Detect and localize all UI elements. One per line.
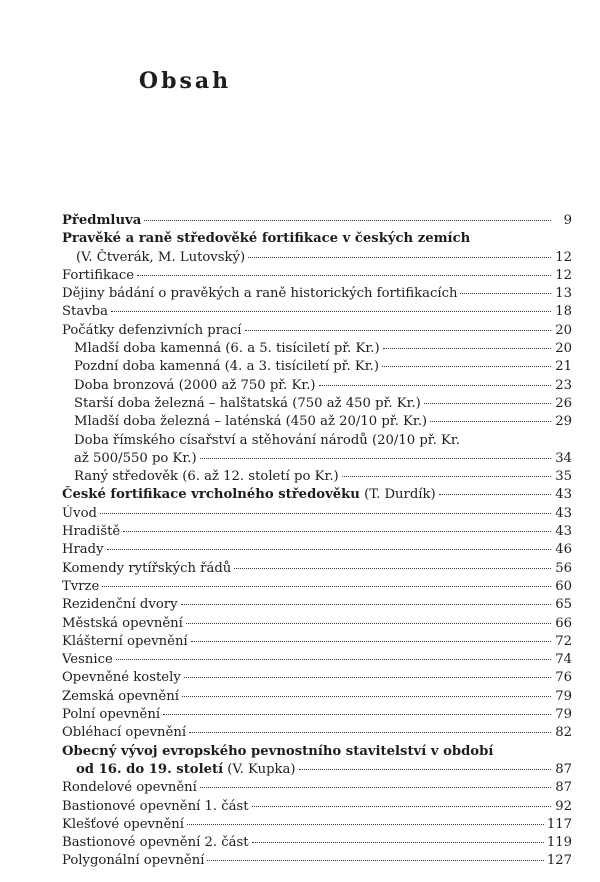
dot-leader: [207, 860, 543, 861]
section-title: České fortifikace vrcholného středověku: [62, 487, 360, 503]
toc-entry-label: Úvod: [62, 505, 97, 521]
toc-entry-label: až 500/550 po Kr.): [74, 450, 197, 466]
toc-subentry[interactable]: [62, 468, 572, 486]
dot-leader: [123, 531, 551, 532]
toc-entry-page: 56: [555, 560, 572, 576]
toc-entry[interactable]: [62, 541, 572, 559]
toc-entry[interactable]: [62, 560, 572, 578]
toc-entry-page: 117: [546, 816, 572, 832]
dot-leader: [163, 714, 551, 715]
dot-leader: [430, 421, 551, 422]
dot-leader: [252, 842, 544, 843]
toc-entry-label: Polní opevnění: [62, 707, 161, 723]
toc-entry[interactable]: [62, 669, 572, 687]
toc-entry-label: Komendy rytířských řádů: [62, 560, 232, 576]
toc-entry-page: 66: [555, 615, 572, 631]
toc-entry[interactable]: [62, 688, 572, 706]
toc-entry-page: 34: [555, 450, 572, 466]
toc-subentry-line1[interactable]: Doba římského císařství a stěhování národů (20/10 př. Kr.: [74, 432, 460, 448]
toc-entry-page: 82: [555, 725, 572, 741]
toc-entry-page: 46: [555, 542, 572, 558]
section-author: (T. Durdík): [359, 487, 436, 503]
toc-entry-page: 76: [555, 670, 572, 686]
toc-entry-label: Fortifikace: [62, 267, 135, 283]
toc-entry-page: 87: [555, 780, 572, 796]
toc-entry[interactable]: [62, 779, 572, 797]
dot-leader: [186, 623, 551, 624]
toc-entry-label: Rondelové opevnění: [62, 780, 197, 796]
toc-section-entry[interactable]: [62, 486, 572, 504]
toc-subentry[interactable]: [62, 395, 572, 413]
toc-entry-page: 29: [555, 414, 572, 430]
toc-entry-page: 92: [555, 798, 572, 814]
toc-entry-label: Městská opevnění: [62, 615, 183, 631]
toc-entry-label: Opevněné kostely: [62, 670, 181, 686]
toc-entry-page: 119: [546, 835, 572, 851]
toc-entry-label: Klášterní opevnění: [62, 633, 188, 649]
dot-leader: [252, 806, 551, 807]
toc-subentry[interactable]: [62, 377, 572, 395]
toc-entry-page: 43: [555, 505, 572, 521]
toc-entry-label: Tvrze: [62, 578, 100, 594]
toc-entry-label: Mladší doba železná – laténská (450 až 20/10 př. Kr.): [74, 414, 428, 430]
dot-leader: [245, 330, 552, 331]
toc-entry-page: 26: [555, 395, 572, 411]
toc-entry-label: Vesnice: [62, 652, 113, 668]
toc-entry[interactable]: [62, 322, 572, 340]
toc-entry[interactable]: [62, 505, 572, 523]
toc-entry-label: Dějiny bádání o pravěkých a raně historických fortifikacích: [62, 286, 458, 302]
toc-entry-label: Klešťové opevnění: [62, 816, 184, 832]
toc-entry[interactable]: [62, 633, 572, 651]
dot-leader: [383, 348, 551, 349]
toc-entry-label: Bastionové opevnění 2. část: [62, 835, 249, 851]
toc-entry-page: 20: [555, 322, 572, 338]
toc-entry[interactable]: [62, 596, 572, 614]
toc-entry[interactable]: [62, 798, 572, 816]
toc-entry-page: 127: [546, 853, 572, 869]
toc-entry-page: 20: [555, 341, 572, 357]
toc-entry[interactable]: [62, 816, 572, 834]
toc-entry-page: 60: [555, 578, 572, 594]
toc-entry[interactable]: [62, 615, 572, 633]
toc-entry[interactable]: [62, 523, 572, 541]
toc-entry-authors[interactable]: [62, 249, 572, 267]
toc-subentry[interactable]: [62, 413, 572, 431]
dot-leader: [100, 513, 551, 514]
toc-entry-predmluva[interactable]: [62, 212, 572, 230]
dot-leader: [460, 293, 551, 294]
toc-entry-page: 65: [555, 597, 572, 613]
dot-leader: [144, 220, 551, 221]
dot-leader: [248, 257, 551, 258]
toc-entry[interactable]: [62, 852, 572, 870]
toc-entry-page: 23: [555, 377, 572, 393]
dot-leader: [182, 696, 551, 697]
toc-section-heading[interactable]: Pravěké a raně středověké fortifikace v českých zemích: [62, 231, 471, 247]
table-of-contents: [62, 212, 572, 871]
toc-entry-label: [76, 761, 296, 779]
toc-entry-label: Mladší doba kamenná (6. a 5. tisíciletí př. Kr.): [74, 341, 380, 357]
toc-entry[interactable]: [62, 578, 572, 596]
toc-entry-page: 35: [555, 469, 572, 485]
toc-entry-page: 12: [555, 267, 572, 283]
dot-leader: [181, 604, 551, 605]
toc-entry-label: Hradiště: [62, 524, 121, 540]
toc-subentry[interactable]: [62, 340, 572, 358]
dot-leader: [116, 659, 551, 660]
toc-subentry[interactable]: [62, 358, 572, 376]
toc-entry-label: [62, 486, 436, 504]
dot-leader: [102, 586, 551, 587]
toc-entry-label: Stavba: [62, 304, 108, 320]
dot-leader: [191, 641, 551, 642]
toc-entry[interactable]: [62, 285, 572, 303]
toc-entry[interactable]: [62, 303, 572, 321]
toc-entry-page: 79: [555, 707, 572, 723]
dot-leader: [187, 824, 544, 825]
toc-entry-page: 74: [555, 652, 572, 668]
dot-leader: [382, 366, 551, 367]
toc-entry-label: Bastionové opevnění 1. část: [62, 798, 249, 814]
dot-leader: [111, 311, 551, 312]
dot-leader: [107, 549, 551, 550]
toc-section-entry[interactable]: [62, 761, 572, 779]
toc-entry[interactable]: [62, 706, 572, 724]
dot-leader: [189, 732, 551, 733]
toc-entry-label: Zemská opevnění: [62, 688, 179, 704]
dot-leader: [234, 568, 551, 569]
dot-leader: [299, 769, 551, 770]
dot-leader: [200, 787, 551, 788]
section-author: (V. Kupka): [223, 761, 296, 777]
toc-entry[interactable]: [62, 651, 572, 669]
toc-entry-label: Polygonální opevnění: [62, 853, 205, 869]
toc-entry-page: 87: [555, 761, 572, 777]
toc-entry-label: Pozdní doba kamenná (4. a 3. tisíciletí př. Kr.): [74, 359, 379, 375]
dot-leader: [319, 385, 551, 386]
dot-leader: [342, 476, 551, 477]
toc-entry-page: 43: [555, 524, 572, 540]
toc-entry-page: 12: [555, 249, 572, 265]
toc-entry-label: Doba bronzová (2000 až 750 př. Kr.): [74, 377, 316, 393]
toc-entry[interactable]: [62, 267, 572, 285]
toc-entry[interactable]: [62, 834, 572, 852]
toc-entry[interactable]: [62, 724, 572, 742]
dot-leader: [439, 494, 551, 495]
toc-entry-page: 43: [555, 487, 572, 503]
dot-leader: [137, 275, 551, 276]
toc-entry-label: Starší doba železná – halštatská (750 až 450 př. Kr.): [74, 395, 421, 411]
toc-entry-page: 13: [555, 286, 572, 302]
toc-entry-page: 21: [555, 359, 572, 375]
toc-entry-label: (V. Čtverák, M. Lutovský): [76, 249, 246, 265]
toc-entry-label: Rezidenční dvory: [62, 597, 178, 613]
toc-subentry[interactable]: [62, 450, 572, 468]
dot-leader: [424, 403, 551, 404]
toc-entry-page: 9: [563, 213, 572, 228]
dot-leader: [184, 677, 551, 678]
toc-entry-page: 79: [555, 688, 572, 704]
section-title: od 16. do 19. století: [76, 761, 224, 777]
toc-entry-label: Obléhací opevnění: [62, 725, 187, 741]
toc-entry-label: Počátky defenzivních prací: [62, 322, 242, 338]
toc-section-heading[interactable]: Obecný vývoj evropského pevnostního stavitelství v období: [62, 743, 494, 759]
page-title: Obsah: [138, 68, 232, 94]
toc-entry-label: Hrady: [62, 542, 104, 558]
toc-entry-page: 72: [555, 633, 572, 649]
toc-entry-label: Předmluva: [62, 213, 142, 228]
toc-entry-page: 18: [555, 304, 572, 320]
toc-entry-label: Raný středověk (6. až 12. století po Kr.): [74, 469, 339, 485]
dot-leader: [200, 458, 551, 459]
